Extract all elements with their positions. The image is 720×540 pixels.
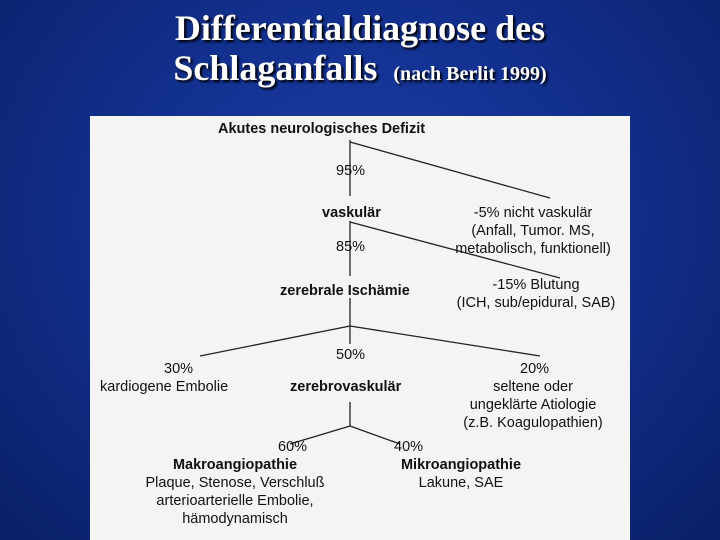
makro-title: Makroangiopathie [172,457,298,473]
nicht-vaskulaer-line-1: -5% nicht vaskulär [473,205,593,221]
node-blutung [446,276,626,312]
node-root: Akutes neurologisches Defizit [218,121,426,137]
selten-line-1: seltene oder [493,379,573,395]
node-kardiogen: kardiogene Embolie [100,379,229,395]
pct-selten: 20% [520,361,550,377]
node-makro [140,456,330,528]
mikro-detail: Lakune, SAE [418,475,504,491]
mikro-title: Mikroangiopathie [400,457,522,473]
node-nicht-vaskulaer [438,204,628,258]
connector-zerebro-mikro [350,426,400,444]
node-selten [458,378,608,432]
blutung-line-1: -15% Blutung [492,277,580,293]
pct-vaskulaer: 95% [336,163,366,179]
slide-title [0,8,720,94]
pct-kardiogen: 30% [164,361,194,377]
title-line-1: Differentialdiagnose des [174,8,546,48]
nicht-vaskulaer-line-2: (Anfall, Tumor. MS, [471,223,595,239]
makro-line-2: arterioarterielle Embolie, [156,493,314,509]
connector-root-nichtvaskulaer [350,142,550,198]
pct-makro: 60% [278,439,308,455]
title-line-2: Schlaganfalls [173,48,378,88]
node-vaskulaer: vaskulär [322,205,381,221]
pct-zerebrovaskulaer: 50% [336,347,366,363]
connector-ischaemie-kardiogen [200,326,350,356]
diagram-figure [90,116,630,540]
connector-ischaemie-selten [350,326,540,356]
pct-mikro: 40% [394,439,424,455]
makro-line-3: hämodynamisch [182,511,288,527]
selten-line-3: (z.B. Koagulopathien) [463,415,603,431]
node-zerebrovaskulaer: zerebrovaskulär [290,379,402,395]
node-mikro [386,456,536,492]
makro-line-1: Plaque, Stenose, Verschluß [145,475,325,491]
blutung-line-2: (ICH, sub/epidural, SAB) [456,295,616,311]
nicht-vaskulaer-line-3: metabolisch, funktionell) [455,241,611,257]
pct-ischaemie: 85% [336,239,366,255]
selten-line-2: ungeklärte Atiologie [469,397,597,413]
title-source: (nach Berlit 1999) [393,63,547,85]
node-ischaemie: zerebrale Ischämie [280,283,410,299]
